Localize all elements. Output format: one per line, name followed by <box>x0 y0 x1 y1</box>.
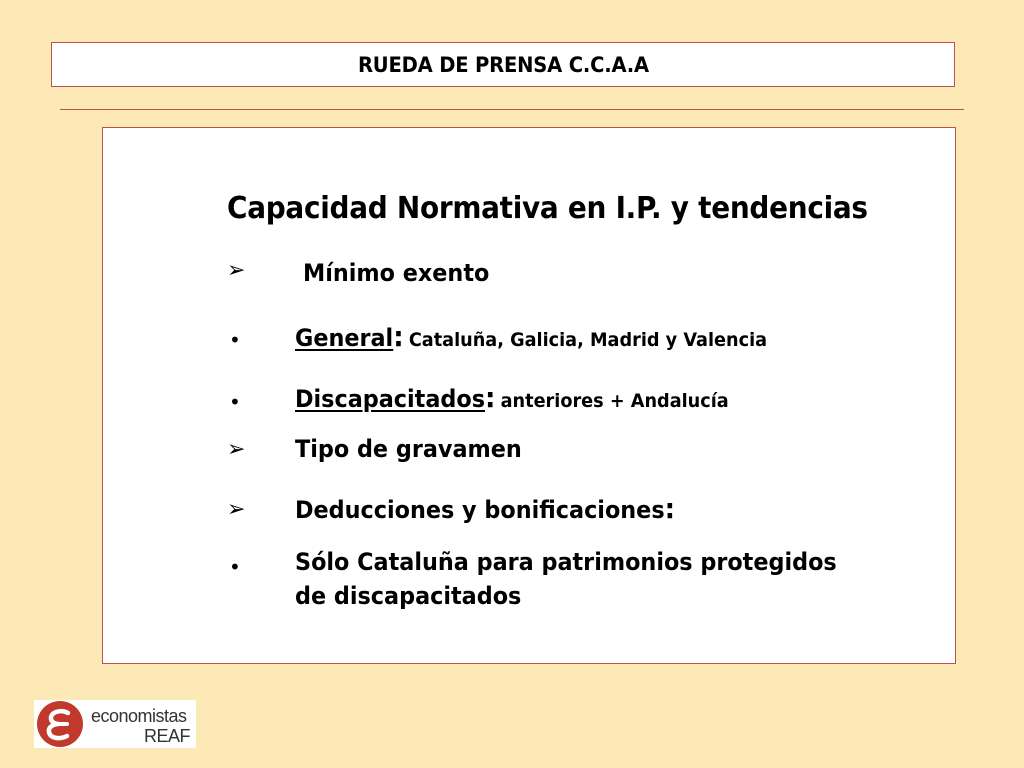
slide-title: Capacidad Normativa en I.P. y tendencias <box>227 191 868 226</box>
general-label: General <box>295 324 394 352</box>
item-general <box>295 320 767 353</box>
header-title: RUEDA DE PRENSA C.C.A.A <box>357 52 649 77</box>
logo-e-icon <box>37 701 83 747</box>
item-minimo-exento: Mínimo exento <box>303 259 490 287</box>
logo-text-reaf: REAF <box>144 726 191 746</box>
item-solo-cataluna-line2: de discapacitados <box>295 582 522 610</box>
header-banner <box>51 42 955 87</box>
item-deducciones <box>295 492 675 525</box>
arrow-bullet-icon: ➢ <box>227 258 246 283</box>
deducciones-label: Deducciones y bonificaciones <box>295 496 665 524</box>
arrow-bullet-icon: ➢ <box>227 437 246 462</box>
header-divider <box>60 109 964 110</box>
discapacitados-label: Discapacitados <box>295 385 486 413</box>
general-colon: : <box>393 320 404 353</box>
item-tipo-gravamen: Tipo de gravamen <box>295 435 522 463</box>
discapacitados-colon: : <box>485 381 496 414</box>
general-detail: Cataluña, Galicia, Madrid y Valencia <box>408 329 768 351</box>
bullet-icon: • <box>229 555 241 579</box>
logo-mark-icon <box>37 701 83 747</box>
bullet-icon: • <box>229 390 241 414</box>
discapacitados-detail: anteriores + Andalucía <box>500 390 729 412</box>
content-panel <box>102 127 956 664</box>
item-solo-cataluna-line1: Sólo Cataluña para patrimonios protegidos <box>295 548 837 576</box>
deducciones-colon: : <box>664 492 676 525</box>
economistas-reaf-logo <box>34 700 196 748</box>
item-discapacitados <box>295 381 729 414</box>
logo-text-economistas: economistas <box>91 706 187 726</box>
bullet-icon: • <box>229 328 241 352</box>
arrow-bullet-icon: ➢ <box>227 497 246 522</box>
